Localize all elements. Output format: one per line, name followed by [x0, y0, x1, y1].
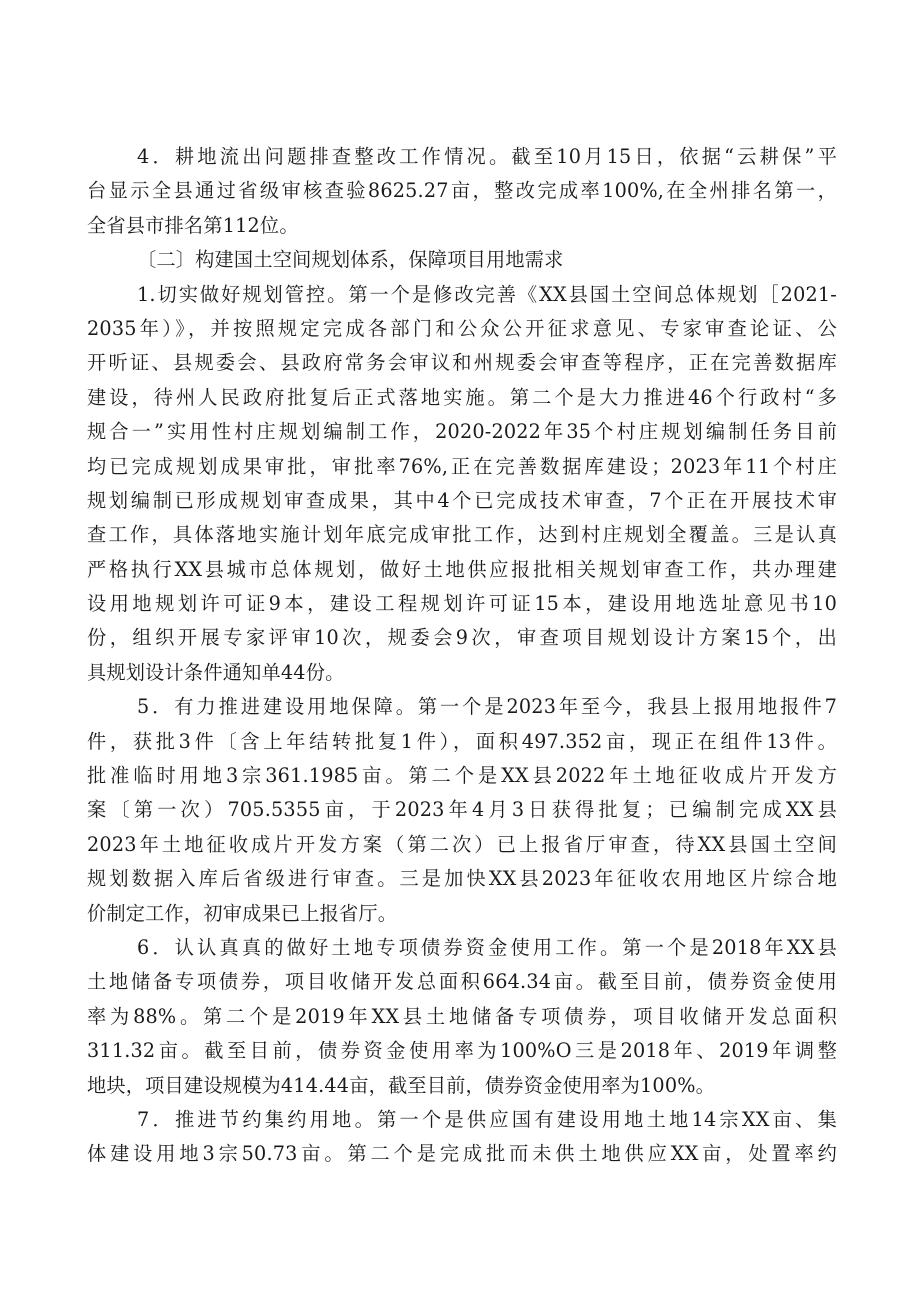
text-line: 价制定工作，初审成果已上报省厅。 [87, 901, 398, 925]
text-line: 设用地规划许可证9本，建设工程规划许可证15本，建设用地选址意见书10 [87, 592, 837, 616]
paragraph-item-6 [87, 931, 837, 1103]
document-body [87, 140, 837, 1172]
text-line: 5．有力推进建设用地保障。第一个是2023年至今，我县上报用地报件7 [137, 695, 837, 719]
text-line: 案〔第一次）705.5355亩，于2023年4月3日获得批复；已编制完成XX县 [87, 798, 837, 822]
text-line: 311.32亩。截至目前，债券资金使用率为100%O三是2018年、2019年调整 [87, 1039, 837, 1063]
text-line: 具规划设计条件通知单44份。 [87, 660, 345, 684]
text-line: 均已完成规划成果审批，审批率76%,正在完善数据库建设；2023年11个村庄 [87, 454, 837, 478]
text-line: 建设，待州人民政府批复后正式落地实施。第二个是大力推进46个行政村“多 [87, 385, 837, 409]
text-line: 体建设用地3宗50.73亩。第二个是完成批而未供土地供应XX亩，处置率约 [87, 1142, 837, 1166]
text-line: 2023年土地征收成片开发方案（第二次）已上报省厅审查，待XX县国土空间 [87, 832, 837, 856]
text-line: 查工作，具体落地实施计划年底完成审批工作，达到村庄规划全覆盖。三是认真 [87, 523, 837, 547]
paragraph-item-1 [87, 278, 837, 691]
text-line: 开听证、县规委会、县政府常务会审议和州规委会审查等程序，正在完善数据库 [87, 351, 837, 375]
text-line: 4．耕地流出问题排查整改工作情况。截至10月15日，依据“云耕保”平 [137, 145, 837, 168]
text-line: 台显示全县通过省级审核查验8625.27亩，整改完成率100%,在全州排名第一， [87, 179, 837, 203]
heading-line: 〔二〕构建国土空间规划体系，保障项目用地需求 [137, 248, 564, 272]
text-line: 规划数据入库后省级进行审查。三是加快XX县2023年征收农用地区片综合地 [87, 867, 837, 891]
text-line: 土地储备专项债券，项目收储开发总面积664.34亩。截至目前，债券资金使用 [87, 970, 837, 994]
text-line: 全省县市排名第112位。 [87, 213, 299, 237]
text-line: 份，组织开展专家评审10次，规委会9次，审查项目规划设计方案15个，出 [87, 626, 837, 650]
text-line: 7．推进节约集约用地。第一个是供应国有建设用地土地14宗XX亩、集 [137, 1107, 837, 1131]
section-heading-2 [87, 243, 837, 277]
text-line: 地块，项目建设规模为414.44亩，截至目前，债券资金使用率为100%。 [87, 1073, 716, 1097]
text-line: 规划编制已形成规划审查成果，其中4个已完成技术审查，7个正在开展技术审 [87, 488, 837, 512]
paragraph-item-4 [87, 140, 837, 243]
paragraph-item-5 [87, 690, 837, 931]
text-line: 6．认认真真的做好土地专项债券资金使用工作。第一个是2018年XX县 [137, 935, 837, 959]
paragraph-item-7 [87, 1103, 837, 1172]
text-line: 批准临时用地3宗361.1985亩。第二个是XX县2022年土地征收成片开发方 [87, 764, 837, 788]
text-line: 1.切实做好规划管控。第一个是修改完善《XX县国土空间总体规划［2021- [137, 282, 837, 306]
text-line: 件，获批3件〔含上年结转批复1件），面积497.352亩，现正在组件13件。 [87, 729, 837, 753]
text-line: 规合一”实用性村庄规划编制工作，2020-2022年35个村庄规划编制任务目前 [87, 420, 837, 444]
text-line: 率为88%。第二个是2019年XX县土地储备专项债券，项目收储开发总面积 [87, 1004, 837, 1028]
text-line: 2035年）》，并按照规定完成各部门和公众公开征求意见、专家审查论证、公 [87, 316, 837, 340]
text-line: 严格执行XX县城市总体规划，做好土地供应报批相关规划审查工作，共办理建 [87, 557, 837, 581]
